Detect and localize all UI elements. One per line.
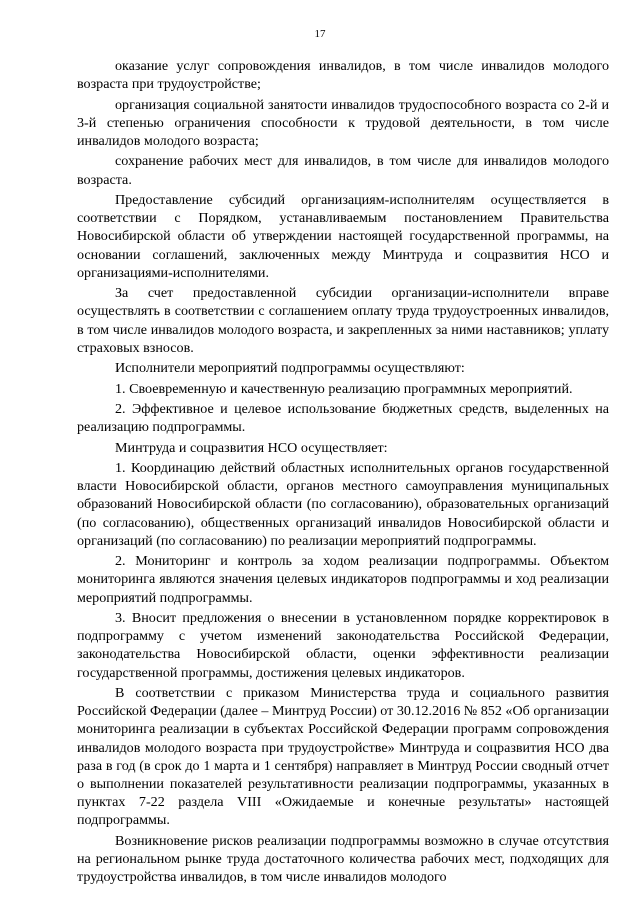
paragraph: оказание услуг сопровождения инвалидов, в том числе инвалидов молодого возраста при трудоустройстве; [77,58,609,93]
paragraph: В соответствии с приказом Министерства труда и социального развития Российской Федерации (далее – Минтруд России) от 30.12.2016 № 852 «Об организации мониторинга реализации в субъектах Российской Федерации программ сопровождения инвалидов молодого возраста при трудоустройстве» Минтруда и соцразвития НСО два раза в год (в срок до 1 марта и 1 сентября) направляет в Минтруд России сводный отчет о выполнении показателей результативности реализации подпрограммы, указанных в пунктах 7-22 раздела VIII «Ожидаемые и конечные результаты» настоящей подпрограммы. [77,684,610,829]
paragraph: 2. Эффективное и целевое использование бюджетных средств, выделенных на реализацию подпрограммы. [77,400,609,436]
paragraph: сохранение рабочих мест для инвалидов, в том числе для инвалидов молодого возраста. [77,153,609,188]
page-number: 17 [314,28,326,40]
paragraph: Минтруда и соцразвития НСО осуществляет: [115,439,388,456]
paragraph: организация социальной занятости инвалидов трудоспособного возраста со 2-й и 3-й степенью ограничения способности к трудовой деятельности, в том числе инвалидов молодого возраста; [77,96,609,149]
body-text [77,57,609,889]
paragraph: Предоставление субсидий организациям-исполнителям осуществляется в соответствии с Порядком, устанавливаемым постановлением Правительства Новосибирской области об утверждении настоящей государственной программы, на основании соглашений, заключенных между Минтруда и соцразвития НСО и организациями-исполнителями. [77,191,609,281]
paragraph: 1. Координацию действий областных исполнительных органов государственной власти Новосибирской области, органов местного самоуправления муниципальных образований Новосибирской области (по согласованию), образовательных организаций (по согласованию), общественных организаций инвалидов Новосибирской области и организаций (по согласованию) по реализации мероприятий подпрограммы. [77,459,609,549]
paragraph: Исполнители мероприятий подпрограммы осуществляют: [115,360,465,377]
paragraph: 2. Мониторинг и контроль за ходом реализации подпрограммы. Объектом мониторинга являются значения целевых индикаторов подпрограммы и ход реализации мероприятий подпрограммы. [77,553,609,606]
paragraph: За счет предоставленной субсидии организации-исполнители вправе осуществлять в соответствии с соглашением оплату труда трудоустроенных инвалидов, в том числе инвалидов молодого возраста, и закрепленных за ними наставников; уплату страховых взносов. [77,285,609,356]
paragraph: 1. Своевременную и качественную реализацию программных мероприятий. [115,380,573,397]
paragraph: Возникновение рисков реализации подпрограммы возможно в случае отсутствия на региональном рынке труда достаточного количества рабочих мест, подходящих для трудоустройства инвалидов, в том числе инвалидов молодого [77,832,609,886]
paragraph: 3. Вносит предложения о внесении в установленном порядке корректировок в подпрограмму с учетом изменений законодательства Российской Федерации, законодательства Новосибирской области, оценки эффективности реализации государственной программы, достижения целевых индикаторов. [77,609,609,681]
